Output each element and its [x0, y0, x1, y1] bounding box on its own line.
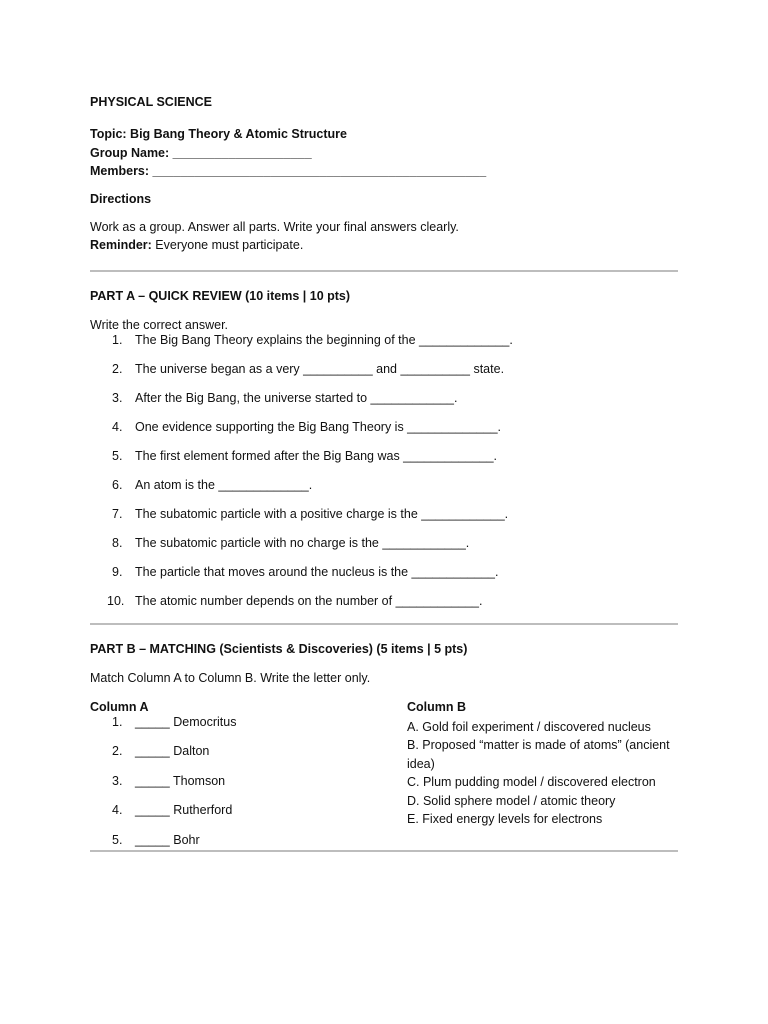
- item-text: _____ Rutherford: [135, 803, 233, 817]
- column-b: [407, 700, 678, 829]
- item-text: An atom is the _____________.: [135, 477, 313, 492]
- item-number: 7.: [112, 506, 123, 521]
- item-text: The particle that moves around the nucleus is the ____________.: [135, 564, 499, 579]
- list-item: [90, 420, 678, 435]
- reminder-text: Everyone must participate.: [151, 238, 304, 252]
- divider: [90, 623, 678, 625]
- item-text: The first element formed after the Big Bang was _____________.: [135, 448, 498, 463]
- item-number: 10.: [107, 593, 125, 608]
- list-item: [90, 449, 678, 464]
- item-number: 2.: [112, 744, 123, 758]
- item-text: The subatomic particle with a positive charge is the ____________.: [135, 506, 509, 521]
- column-b-heading: Column B: [407, 699, 467, 714]
- divider: [90, 270, 678, 272]
- column-a-list: [90, 715, 390, 848]
- subject-title: PHYSICAL SCIENCE: [90, 95, 213, 109]
- part-b-instruction: Match Column A to Column B. Write the letter only.: [90, 670, 371, 685]
- list-item: [90, 744, 390, 759]
- item-text: The atomic number depends on the number of ____________.: [135, 593, 483, 608]
- item-text: The subatomic particle with no charge is the ____________.: [135, 535, 470, 550]
- item-number: 2.: [112, 361, 123, 376]
- part-a-instruction: Write the correct answer.: [90, 317, 229, 332]
- column-b-item: E. Fixed energy levels for electrons: [407, 812, 603, 826]
- column-b-item: A. Gold foil experiment / discovered nucleus: [407, 719, 651, 734]
- column-b-item: C. Plum pudding model / discovered electron: [407, 775, 656, 789]
- item-text: After the Big Bang, the universe started to ____________.: [135, 390, 458, 405]
- worksheet-content: [90, 95, 678, 852]
- reminder-line: [90, 236, 678, 255]
- item-text: _____ Thomson: [135, 773, 226, 788]
- list-item: [90, 536, 678, 551]
- group-name-line: Group Name: ____________________: [90, 145, 312, 160]
- list-item: [90, 362, 678, 377]
- item-number: 1.: [112, 714, 123, 729]
- directions-body: [90, 218, 678, 255]
- list-item: [90, 833, 390, 848]
- item-text: _____ Bohr: [135, 832, 200, 847]
- matching-columns: [90, 700, 678, 850]
- item-text: The universe began as a very __________ and __________ state.: [135, 361, 505, 376]
- column-b-item: B. Proposed “matter is made of atoms” (ancient idea): [407, 738, 670, 771]
- list-item: [90, 507, 678, 522]
- item-number: 6.: [112, 477, 123, 492]
- item-number: 1.: [112, 332, 123, 347]
- column-b-item: D. Solid sphere model / atomic theory: [407, 793, 616, 808]
- item-number: 3.: [112, 773, 123, 788]
- part-b-heading: PART B – MATCHING (Scientists & Discoveries) (5 items | 5 pts): [90, 641, 468, 656]
- list-item: [90, 594, 678, 609]
- item-text: _____ Democritus: [135, 714, 237, 729]
- reminder-label: Reminder:: [90, 238, 152, 252]
- column-a: [90, 700, 390, 863]
- item-number: 4.: [112, 803, 123, 817]
- item-text: The Big Bang Theory explains the beginning of the _____________.: [135, 332, 513, 347]
- part-a-heading: PART A – QUICK REVIEW (10 items | 10 pts): [90, 288, 351, 303]
- item-number: 4.: [112, 419, 123, 434]
- members-line: Members: ________________________________________________: [90, 164, 487, 178]
- list-item: [90, 803, 390, 818]
- topic-line: Topic: Big Bang Theory & Atomic Structure: [90, 127, 347, 141]
- item-number: 8.: [112, 535, 123, 550]
- directions-text: Work as a group. Answer all parts. Write your final answers clearly.: [90, 219, 459, 234]
- list-item: [90, 391, 678, 406]
- column-a-heading: Column A: [90, 699, 149, 714]
- list-item: [90, 715, 390, 730]
- part-a-list: [90, 333, 678, 609]
- list-item: [90, 333, 678, 348]
- list-item: [90, 774, 390, 789]
- item-number: 9.: [112, 564, 123, 579]
- item-number: 3.: [112, 390, 123, 405]
- item-number: 5.: [112, 832, 123, 847]
- list-item: [90, 478, 678, 493]
- directions-heading: Directions: [90, 191, 152, 206]
- item-text: _____ Dalton: [135, 744, 210, 758]
- item-text: One evidence supporting the Big Bang Theory is _____________.: [135, 419, 502, 434]
- list-item: [90, 565, 678, 580]
- item-number: 5.: [112, 448, 123, 463]
- header-info: [90, 125, 678, 181]
